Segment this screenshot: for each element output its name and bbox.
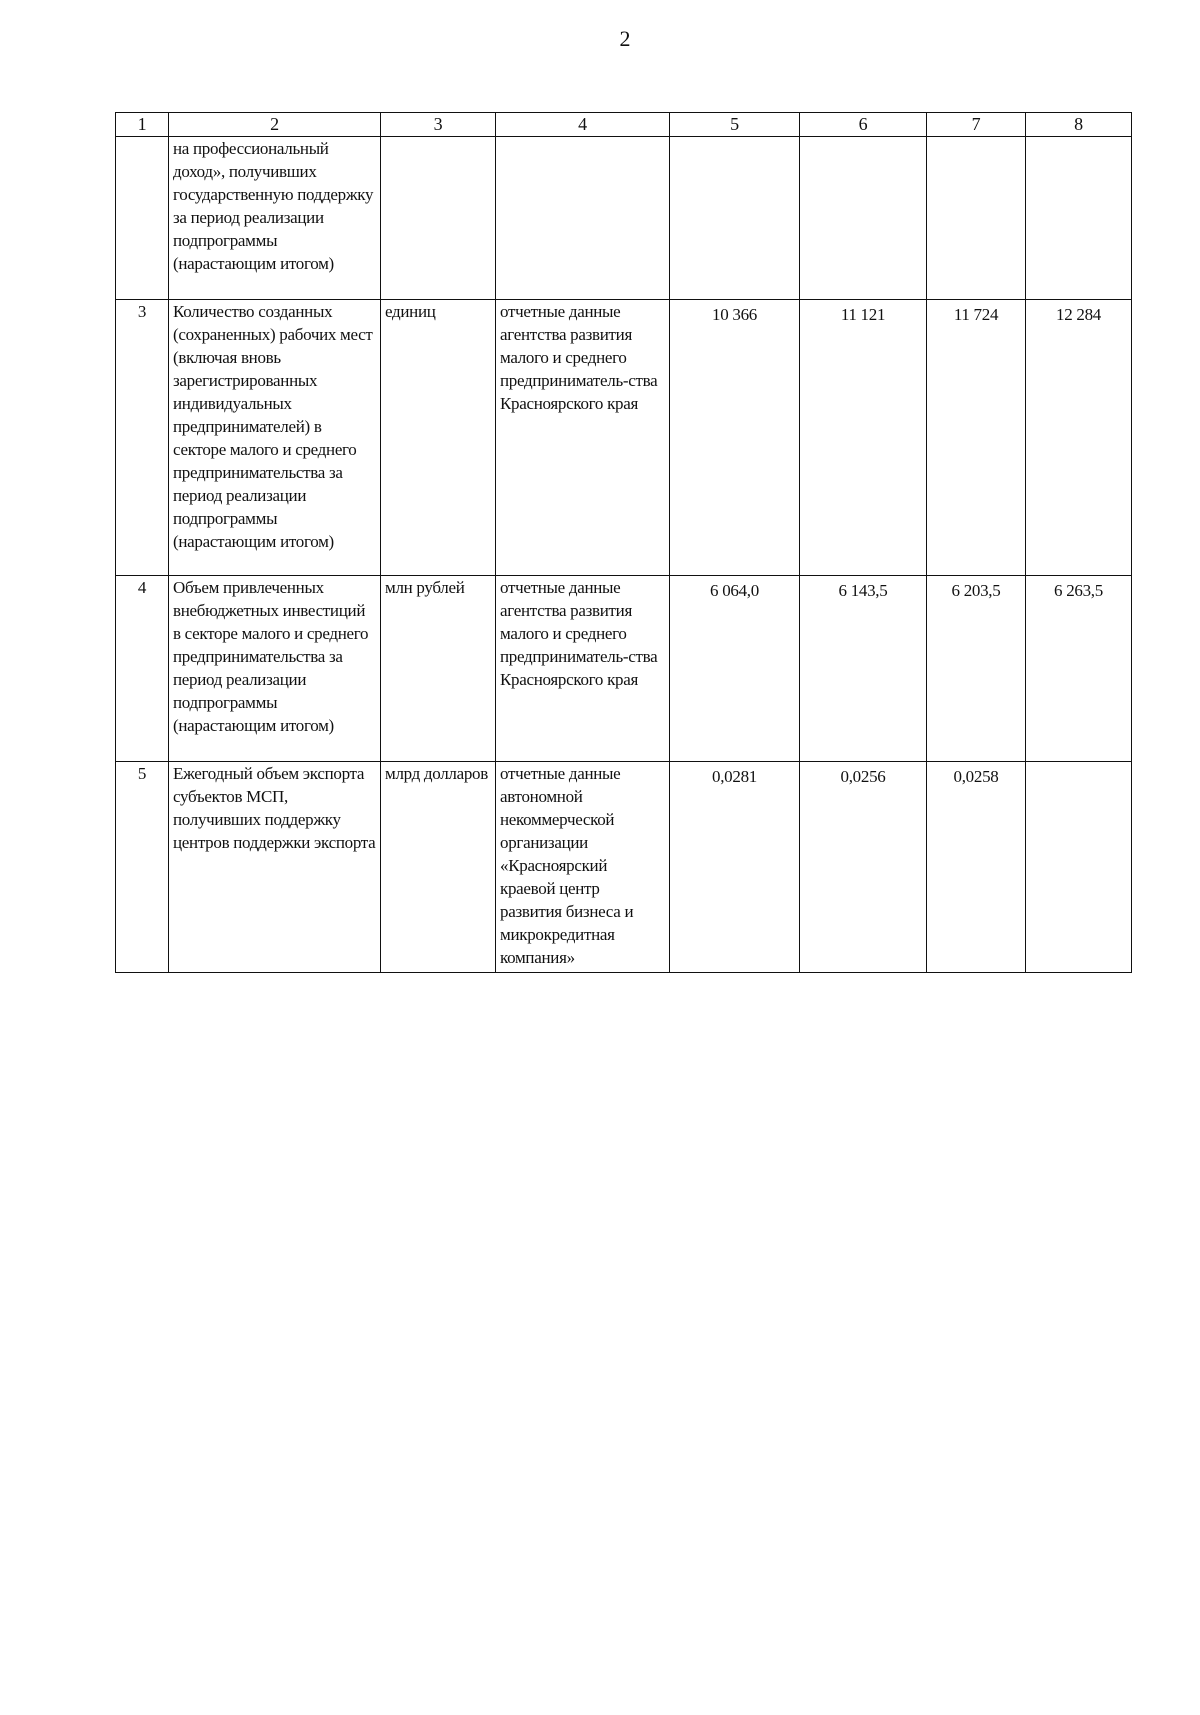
table-row-continuation [116,137,1132,300]
cell-value-7: 11 724 [927,300,1026,576]
cell-unit: единиц [381,300,496,576]
cell-num [116,137,169,300]
column-header-7: 7 [927,113,1026,137]
cell-value-8: 12 284 [1026,300,1132,576]
cell-unit [381,137,496,300]
cell-indicator: Объем привлеченных внебюджетных инвестиций в секторе малого и среднего предпринимательства за период реализации подпрограммы (нарастающим итогом) [169,576,381,762]
header-row [116,113,1132,137]
cell-value-6 [800,137,927,300]
table-row [116,762,1132,973]
cell-source: отчетные данные агентства развития малого и среднего предприниматель-ства Красноярского края [496,576,670,762]
cell-source [496,137,670,300]
cell-value-5: 10 366 [670,300,800,576]
cell-source: отчетные данные агентства развития малого и среднего предприниматель-ства Красноярского края [496,300,670,576]
column-header-1: 1 [116,113,169,137]
column-header-5: 5 [670,113,800,137]
cell-value-5: 0,0281 [670,762,800,973]
cell-num: 5 [116,762,169,973]
cell-value-8 [1026,137,1132,300]
cell-num: 4 [116,576,169,762]
column-header-8: 8 [1026,113,1132,137]
cell-value-6: 11 121 [800,300,927,576]
cell-unit: млн рублей [381,576,496,762]
cell-value-6: 6 143,5 [800,576,927,762]
cell-value-8: 6 263,5 [1026,576,1132,762]
cell-value-6: 0,0256 [800,762,927,973]
table-row [116,300,1132,576]
cell-indicator: Ежегодный объем экспорта субъектов МСП, получивших поддержку центров поддержки экспорта [169,762,381,973]
column-header-6: 6 [800,113,927,137]
indicators-table [115,112,1132,973]
table-row [116,576,1132,762]
cell-num: 3 [116,300,169,576]
cell-indicator: Количество созданных (сохраненных) рабочих мест (включая вновь зарегистрированных индивидуальных предпринимателей) в секторе малого и среднего предпринимательства за период реализации подпрограммы (нарастающим итогом) [169,300,381,576]
cell-value-7: 0,0258 [927,762,1026,973]
column-header-3: 3 [381,113,496,137]
column-header-4: 4 [496,113,670,137]
cell-source: отчетные данные автономной некоммерческой организации «Красноярский краевой центр развития бизнеса и микрокредитная компания» [496,762,670,973]
column-header-2: 2 [169,113,381,137]
cell-indicator: на профессиональный доход», получивших государственную поддержку за период реализации подпрограммы (нарастающим итогом) [169,137,381,300]
cell-value-5: 6 064,0 [670,576,800,762]
cell-value-5 [670,137,800,300]
cell-unit: млрд долларов [381,762,496,973]
cell-value-8 [1026,762,1132,973]
cell-value-7: 6 203,5 [927,576,1026,762]
page-number: 2 [619,26,631,51]
cell-value-7 [927,137,1026,300]
